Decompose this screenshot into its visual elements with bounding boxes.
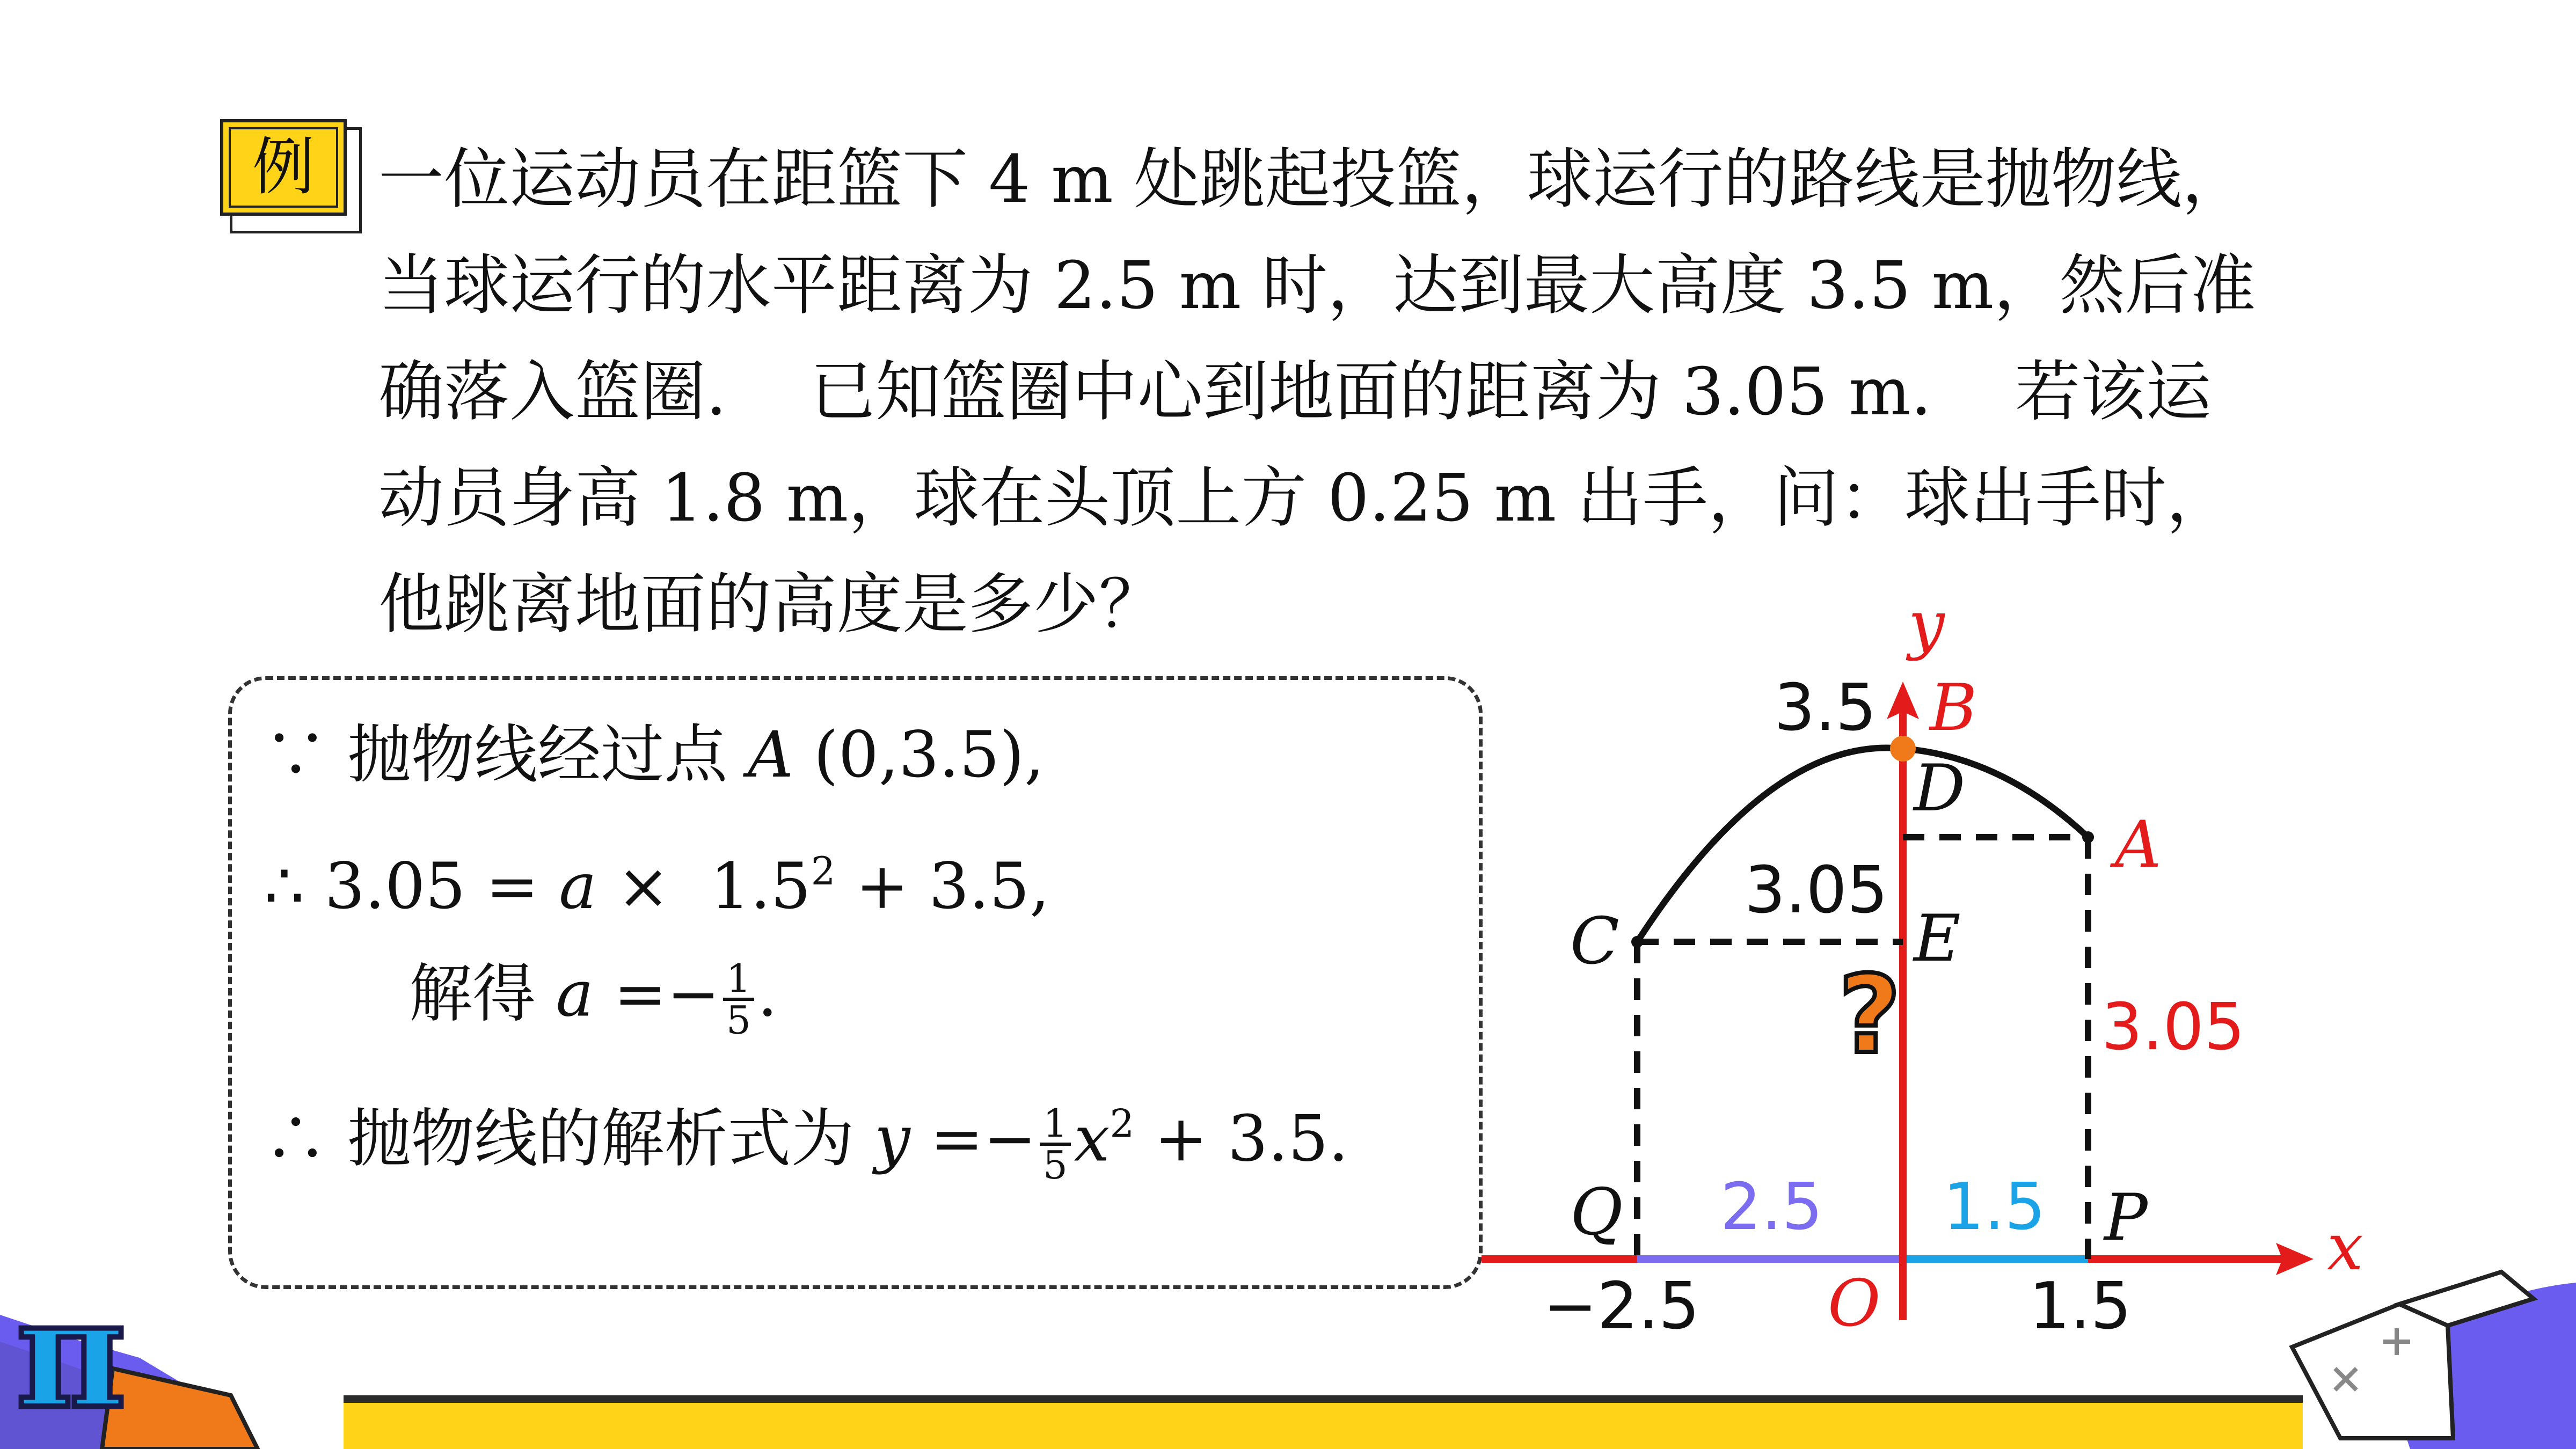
problem-line: 动员身高 1.8 m，球在头顶上方 0.25 m 出手，问：球出手时， (378, 460, 2232, 536)
solution-text: =− (910, 1101, 1037, 1176)
solution-text: ∵ 抛物线经过点 (264, 718, 748, 792)
solution-text: × 1.5 (596, 849, 811, 923)
math-var: a (559, 849, 597, 923)
point-c (1631, 936, 1643, 948)
point-p-label: P (2104, 1181, 2148, 1255)
problem-line: 他跳离地面的高度是多少？ (378, 566, 1164, 642)
corner-decoration-right (2276, 1261, 2576, 1449)
solution-text: ∴ 3.05 = (264, 849, 559, 923)
point-a-label: A (2115, 808, 2162, 882)
book-icon (2292, 1304, 2453, 1438)
y-axis-label: y (1908, 588, 1945, 662)
left-segment-label: 2.5 (1720, 1170, 1823, 1245)
vertex-point-b (1890, 736, 1916, 762)
question-mark-icon: ? (1838, 953, 1901, 1078)
point-b-label: B (1930, 671, 1977, 745)
solution-text: + 3.5. (1134, 1101, 1349, 1176)
x-pos-label: 1.5 (2029, 1269, 2132, 1344)
point-q-label: Q (1570, 1175, 1623, 1250)
exponent: 2 (1110, 1101, 1135, 1146)
math-var: y (874, 1101, 910, 1176)
fraction-numerator: 1 (1040, 1104, 1071, 1146)
inner-height-label: 3.05 (1745, 853, 1888, 928)
fraction-numerator: 1 (723, 959, 754, 1001)
problem-line: 确落入篮圈. 已知篮圈中心到地面的距离为 3.05 m. 若该运 (378, 354, 2212, 430)
math-var: x (1074, 1101, 1110, 1176)
math-var: A (748, 718, 794, 792)
solution-text: (0,3.5), (793, 718, 1045, 792)
corner-decoration-left (0, 1250, 386, 1449)
bottom-band (344, 1395, 2303, 1449)
point-e-label: E (1914, 902, 1961, 976)
exponent: 2 (811, 848, 836, 894)
origin-label: O (1828, 1267, 1881, 1341)
example-badge-label: 例 (252, 131, 315, 203)
fraction-denominator: 5 (1042, 1143, 1068, 1188)
point-d-label: D (1914, 751, 1966, 826)
point-a (2082, 831, 2094, 843)
solution-text: 解得 (409, 956, 556, 1031)
solution-text: . (757, 956, 778, 1031)
math-var: a (556, 956, 594, 1031)
fraction-denominator: 5 (726, 998, 751, 1043)
x-axis-label: x (2327, 1210, 2363, 1285)
x-neg-label: −2.5 (1543, 1269, 1700, 1344)
top-value-label: 3.5 (1774, 671, 1877, 745)
solution-text: + 3.5, (835, 849, 1050, 923)
problem-line: 当球运行的水平距离为 2.5 m 时，达到最大高度 3.5 m，然后准 (378, 247, 2256, 324)
point-c-label: C (1570, 904, 1619, 979)
solution-text: =− (593, 956, 720, 1031)
right-segment-label: 1.5 (1943, 1170, 2046, 1245)
right-height-label: 3.05 (2101, 990, 2245, 1065)
pi-icon: π (16, 1265, 126, 1442)
solution-text: ∴ 抛物线的解析式为 (264, 1101, 875, 1176)
problem-line: 一位运动员在距篮下 4 m 处跳起投篮，球运行的路线是抛物线， (378, 141, 2247, 217)
